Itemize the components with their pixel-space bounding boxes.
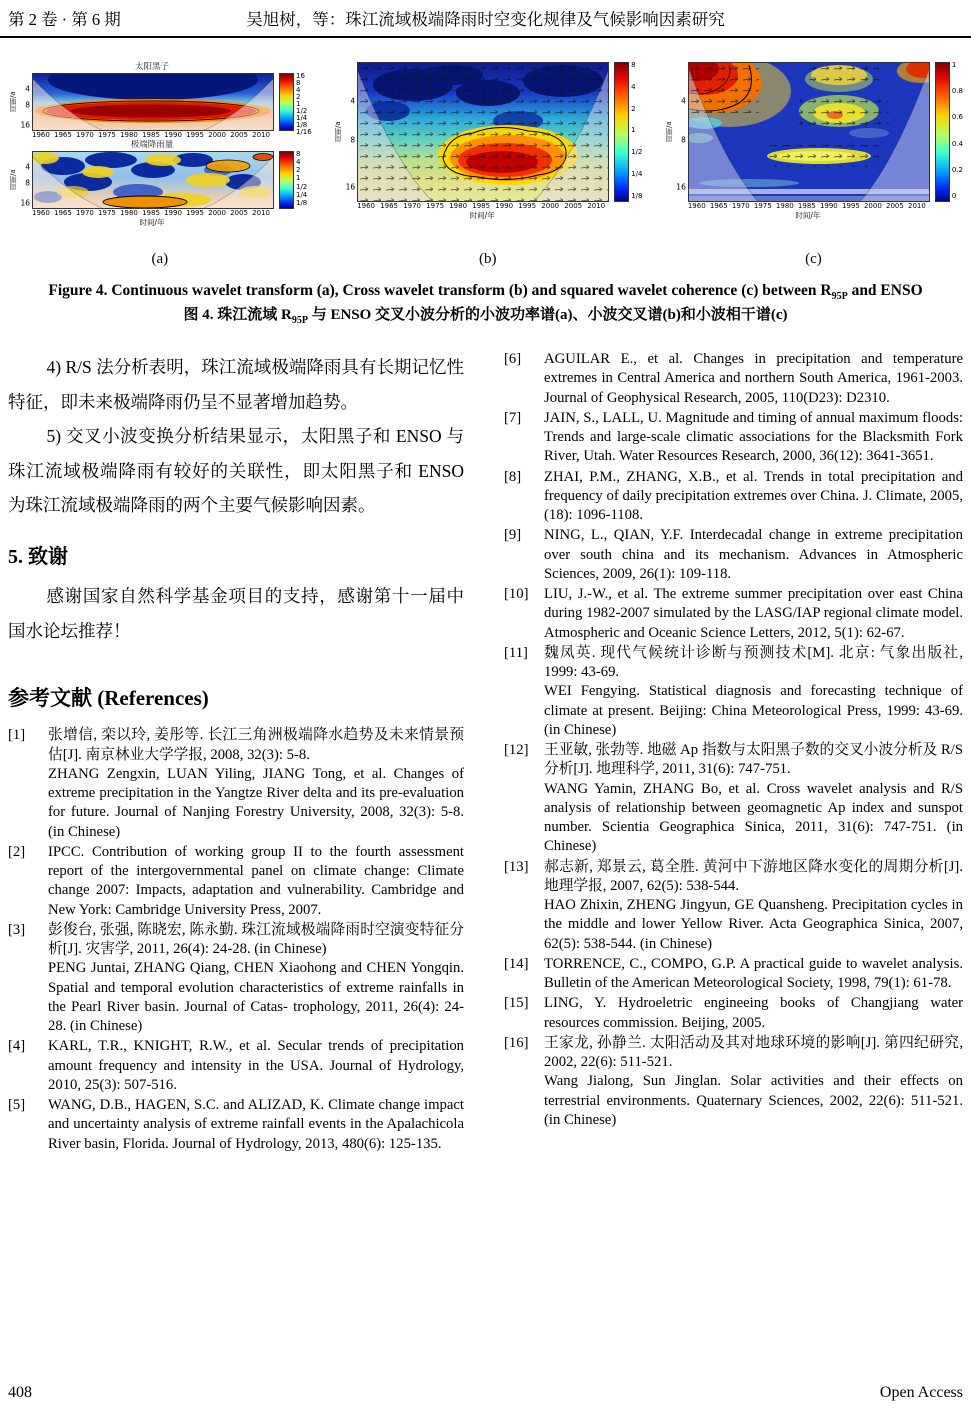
reference-text: 魏凤英. 现代气候统计诊断与预测技术[M]. 北京: 气象出版社, 1999: 43-69. [544,644,963,681]
cb-tick: 8 [296,150,301,158]
x-tick: 2010 [252,131,270,139]
reference-text: LIU, J.-W., et al. The extreme summer precipitation over east China during 1982-2007 simulated by the LASG/IAP regional climate model. Atmospheric and Oceanic Science Letters, 2012, 5(1): 62-67. [544,586,963,641]
y-tick: 16 [20,198,30,208]
x-tick: 1985 [472,202,491,210]
reference-item [504,350,963,408]
colorbar-b [614,62,642,202]
caption-subscript: 95P [291,314,308,326]
reference-number: [4] [8,1038,26,1055]
reference-text: KARL, T.R., KNIGHT, R.W., et al. Secular trends of precipitation amount frequency and intensity in the USA. Journal of Hydrology, 2010, 25(3): 507-516. [48,1038,465,1093]
reference-text: WANG Yamin, ZHANG Bo, et al. Cross wavelet analysis and R/S analysis of relationship between geomagnetic Ap index and sunspot number. Scientia Geographica Sinica, 2011, 31(6): 747-751. (in Chinese) [544,780,963,855]
x-tick: 1990 [164,131,182,139]
y-tick: 4 [681,96,686,106]
x-tick: 2010 [252,209,270,217]
reference-text: 郝志新, 郑景云, 葛全胜. 黄河中下游地区降水变化的周期分析[J]. 地理学报, 2007, 62(5): 538-544. [544,858,963,894]
x-tick: 1995 [186,131,204,139]
cb-tick: 1 [296,174,301,183]
reference-text: HAO Zhixin, ZHENG Jingyun, GE Quansheng. Precipitation cycles in the middle and lower Yellow River. Acta Geographica Sinica, 2007, 62(5): 538-544. (in Chinese) [544,897,963,952]
panel-a [8,62,312,268]
x-tick: 2005 [564,202,583,210]
reference-item [504,858,963,954]
reference-number: [8] [504,468,522,485]
reference-number: [3] [8,921,26,938]
x-tick: 1975 [753,202,772,210]
y-axis-ticks [673,62,688,202]
reference-body [544,468,963,526]
x-tick: 2000 [863,202,882,210]
x-tick: 1965 [54,131,72,139]
colorbar-gradient [279,73,294,131]
colorbar-ticks [296,151,307,207]
reference-number: [13] [504,858,529,875]
reference-item [8,726,464,842]
x-tick: 1980 [120,131,138,139]
figure-caption-en [0,280,971,305]
x-tick: 1970 [731,202,750,210]
x-axis-label: 时间/年 [139,218,165,227]
cb-tick: 1/2 [631,148,643,157]
x-tick: 1975 [426,202,445,210]
reference-text: PENG Juntai, ZHANG Qiang, CHEN Xiaohong and CHEN Yongqin. Spatial and temporal evolution characteristics of extreme rainfalls in the Pearl River basin. Journal of Catas- trophology, 2011, 26(4): 24-28. (in Chinese) [48,960,465,1035]
cb-tick: 8 [631,61,636,69]
x-tick: 1960 [357,202,375,210]
cb-tick: 1/2 [296,182,308,191]
open-access-label: Open Access [879,1384,963,1401]
x-axis-ticks [32,209,274,218]
reference-number: [9] [504,527,522,544]
reference-text: WEI Fengying. Statistical diagnosis and forecasting technique of climate at present. Beijing: China Meteorological Press, 1999: 43-69. (in Chinese) [544,683,963,738]
references-heading-en: (References) [92,686,209,711]
reference-item [504,955,963,994]
cb-tick: 4 [296,158,301,167]
x-axis-label: 时间/年 [469,211,495,220]
x-tick: 1985 [142,131,160,139]
right-column [504,350,963,1155]
x-tick: 2005 [230,209,248,217]
x-tick: 1995 [518,202,537,210]
x-tick: 1965 [54,209,72,217]
cb-tick: 1/8 [296,198,308,207]
colorbar-gradient [935,62,950,202]
y-axis-ticks [342,62,357,202]
reference-body [48,1096,464,1154]
cb-tick: 1/8 [631,191,643,200]
y-axis-label: 周期/a [334,121,343,143]
reference-item [8,1037,464,1095]
cb-tick: 1 [631,126,636,135]
reference-number: [6] [504,351,522,368]
colorbar-gradient [279,151,294,209]
cb-tick: 1/4 [296,190,308,199]
reference-item [504,741,963,857]
colorbar-ticks [952,62,963,200]
reference-body [544,1034,963,1130]
x-tick: 1970 [76,131,94,139]
reference-item [8,921,464,1037]
reference-item [8,843,464,920]
cb-tick: 2 [296,166,301,175]
reference-text: LING, Y. Hydroeletric engineeing books of Changjiang water resources commission. Beijing, 2005. [544,995,963,1031]
colorbar-a2 [279,151,307,209]
reference-body [544,858,963,954]
wavelet-coherence-spectrum [688,62,930,202]
page-header [0,0,971,32]
y-tick: 16 [676,182,686,192]
panel-c-label: (c) [805,251,822,267]
running-title: 吴旭树，等：珠江流域极端降雨时空变化规律及气候影响因素研究 [246,10,725,29]
figure-caption [0,280,971,328]
cb-tick: 16 [296,72,305,80]
cb-tick: 1/8 [296,121,308,129]
y-tick: 8 [25,100,30,110]
page-footer [0,1384,971,1402]
reference-text: WANG, D.B., HAGEN, S.C. and ALIZAD, K. Climate change impact and uncertainty analysis of extreme rainfall events in the Apalachicola River basin, Florida. Journal of Hydrology, 2013, 480(6): 125-135. [48,1097,465,1152]
y-tick: 8 [350,135,356,145]
x-tick: 1975 [98,209,116,217]
cb-tick: 4 [296,86,301,94]
panel-a-sub2-title: 极端降雨量 [130,140,174,150]
reference-body [48,1037,464,1095]
y-tick: 8 [681,135,686,145]
x-tick: 1990 [819,202,838,210]
colorbar-ticks [296,72,312,136]
header-rule [0,36,971,38]
x-tick: 2010 [587,202,606,210]
reference-text: 王家龙, 孙静兰. 太阳活动及其对地球环境的影响[J]. 第四纪研究, 2002, 22(6): 511-521. [544,1034,963,1071]
cb-tick: 1/4 [296,114,308,122]
cb-tick: 0.2 [951,165,963,174]
reference-number: [10] [504,586,529,603]
reference-item [504,526,963,584]
x-axis-ticks [357,202,609,211]
panel-a-sub1-title: 太阳黑子 [134,62,169,72]
panel-b-label: (b) [479,251,497,267]
x-tick: 1995 [186,209,204,217]
y-tick: 8 [25,178,30,188]
x-tick: 1965 [380,202,398,210]
y-axis-label: 周期/a [9,91,17,113]
references-heading-zh: 参考文献 [8,686,92,711]
panel-b [333,62,642,268]
x-tick: 2005 [230,131,248,139]
x-tick: 1980 [449,202,468,210]
reference-body [48,843,464,920]
left-column [8,350,464,1155]
colorbar-ticks [631,62,642,200]
reference-text: NING, L., QIAN, Y.F. Interdecadal change in extreme precipitation over south china and its mechanism. Advances in Atmospheric Sciences, 2009, 26(1): 109-118. [544,527,963,582]
reference-number: [1] [8,727,26,744]
reference-number: [2] [8,843,26,860]
cb-tick: 8 [296,79,301,87]
x-tick: 1980 [120,209,138,217]
cb-tick: 1/2 [296,107,308,115]
x-tick: 1960 [32,209,50,217]
reference-item [504,994,963,1033]
conclusion-point-5: 5) 交叉小波变换分析结果显示，太阳黑子和 ENSO 与珠江流域极端降雨有较好的关联性，即太阳黑子和 ENSO 为珠江流域极端降雨的两个主要气候影响因素。 [8,426,465,515]
reference-item [8,1096,464,1154]
reference-list-left [8,726,464,1154]
reference-text: Wang Jialong, Sun Jinglan. Solar activities and their effects on terrestrial environments. Quaternary Sciences, 2002, 22(6): 511-521. (in Chinese) [544,1073,963,1128]
reference-text: IPCC. Contribution of working group II to the fourth assessment report of the intergovernmental panel on climate change: Climate change 2007: Impacts, adaptation and vulnerability. Cambridge and New York: Cambridge University Press, 2007. [48,843,465,918]
wavelet-power-spectrum-sunspot [32,73,274,131]
x-tick: 1970 [76,209,94,217]
reference-body [544,585,963,643]
x-tick: 1985 [797,202,816,210]
reference-item [504,644,963,740]
reference-number: [12] [504,742,529,759]
colorbar-a1 [279,72,312,136]
y-axis-label: 周期/a [9,169,17,191]
cross-wavelet-spectrum [357,62,609,202]
reference-body [544,644,963,740]
cb-tick: 1/16 [296,128,312,136]
cb-tick: 0.8 [951,87,963,96]
x-tick: 1995 [841,202,860,210]
reference-text: 张增信, 栾以玲, 姜彤等. 长江三角洲极端降水趋势及未来情景预估[J]. 南京林业大学学报, 2008, 32(3): 5-8. [48,727,465,763]
page-number: 408 [8,1384,32,1401]
reference-text: AGUILAR E., et al. Changes in precipitation and temperature extremes in Central America and northern South America, 1961-2003. Journal of Geophysical Research, 2005, 110(D23): D2310. [544,351,963,406]
reference-body [544,741,963,857]
x-tick: 1970 [403,202,422,210]
y-tick: 4 [25,162,30,172]
reference-number: [5] [8,1097,26,1114]
wavelet-power-spectrum-rainfall [32,151,274,209]
cb-tick: 2 [296,93,301,101]
reference-text: JAIN, S., LALL, U. Magnitude and timing of annual maximum floods: Trends and large-scale climatic associations for the Blacksmith Fork River, Utah. Water Resources Research, 2000, 36(12): 3641-3651. [544,409,963,465]
reference-number: [15] [504,995,529,1012]
cb-tick: 0.4 [951,139,963,148]
cb-tick: 2 [631,104,636,113]
x-tick: 2000 [208,209,226,217]
panel-c [664,62,963,268]
y-axis-label: 周期/a [664,121,673,143]
caption-text: 图 4. 珠江流域 R [183,306,292,323]
reference-list-right [504,350,963,1130]
reference-body [544,994,963,1033]
reference-text: ZHAI, P.M., ZHANG, X.B., et al. Trends in total precipitation and frequency of daily precipitation extremes over China. J. Climate, 2005, (18): 1096-1108. [544,468,963,524]
conclusion-point-4: 4) R/S 法分析表明，珠江流域极端降雨具有长期记忆性特征，即未来极端降雨仍呈不显著增加趋势。 [8,357,465,412]
reference-text: 王亚敏, 张勃等. 地磁 Ap 指数与太阳黑子数的交叉小波分析及 R/S 分析[J]. 地理科学, 2011, 31(6): 747-751. [544,742,963,778]
y-tick: 4 [350,96,356,106]
reference-text: TORRENCE, C., COMPO, G.P. A practical guide to wavelet analysis. Bulletin of the American Meteorological Society, 1998, 79(1): 61-78. [544,955,963,992]
x-tick: 1990 [495,202,514,210]
reference-item [504,585,963,643]
x-tick: 1975 [98,131,116,139]
colorbar-c [935,62,963,202]
x-tick: 1965 [709,202,728,210]
volume-issue: 第 2 卷 · 第 6 期 [8,10,121,29]
colorbar-gradient [614,62,629,202]
x-tick: 2000 [208,131,226,139]
figure-caption-zh [0,305,971,329]
cb-tick: 1/4 [631,170,643,179]
reference-body [544,526,963,584]
x-tick: 1960 [687,202,706,210]
cb-tick: 1 [296,100,301,108]
y-axis-ticks [17,73,32,131]
acknowledgement-heading: 5. 致谢 [8,546,68,569]
cb-tick: 4 [631,82,636,91]
y-axis-ticks [17,151,32,209]
panel-a-label: (a) [151,251,169,267]
reference-body [48,921,464,1037]
reference-body [48,726,464,842]
reference-number: [14] [504,955,529,972]
references-heading [8,682,464,712]
x-tick: 2005 [885,202,904,210]
x-axis-label: 时间/年 [795,211,821,220]
reference-text: ZHANG Zengxin, LUAN Yiling, JIANG Tong, et al. Changes of extreme precipitation in the Yangtze River delta and its pre-evaluation for future. Journal of Nanjing Forestry University, 2008, 32(3): 5-8. (in Chinese) [48,765,465,840]
x-tick: 1960 [32,131,50,139]
y-tick: 16 [20,120,30,130]
reference-item [504,409,963,467]
cb-tick: 1 [951,61,957,69]
x-tick: 2000 [541,202,560,210]
cb-tick: 0.6 [951,113,963,122]
x-tick: 2010 [908,202,926,210]
reference-number: [16] [504,1034,529,1051]
acknowledgement-text: 感谢国家自然科学基金项目的支持，感谢第十一届中国水论坛推荐！ [8,586,465,641]
reference-body [544,409,963,467]
x-tick: 1985 [142,209,160,217]
reference-number: [7] [504,409,522,426]
y-tick: 4 [25,84,30,94]
reference-number: [11] [504,644,528,661]
reference-text: 彭俊台, 张强, 陈晓宏, 陈永勤. 珠江流域极端降雨时空演变特征分析[J]. 灾害学, 2011, 26(4): 24-28. (in Chinese) [48,921,465,958]
caption-text: Figure 4. Continuous wavelet transform (a), Cross wavelet transform (b) and squared wavelet coherence (c) between R [48,282,832,299]
cb-tick: 0 [951,191,957,200]
figure-4 [0,62,971,268]
reference-item [504,468,963,526]
reference-body [544,350,963,408]
reference-item [504,1034,963,1130]
x-tick: 1980 [775,202,794,210]
x-axis-ticks [688,202,930,211]
x-axis-ticks [32,131,274,140]
y-tick: 16 [345,182,356,192]
caption-text: and ENSO [847,282,923,299]
caption-subscript: 95P [831,291,848,303]
reference-body [544,955,963,994]
caption-text: 与 ENSO 交叉小波分析的小波功率谱(a)、小波交叉谱(b)和小波相干谱(c) [307,306,788,323]
x-tick: 1990 [164,209,182,217]
